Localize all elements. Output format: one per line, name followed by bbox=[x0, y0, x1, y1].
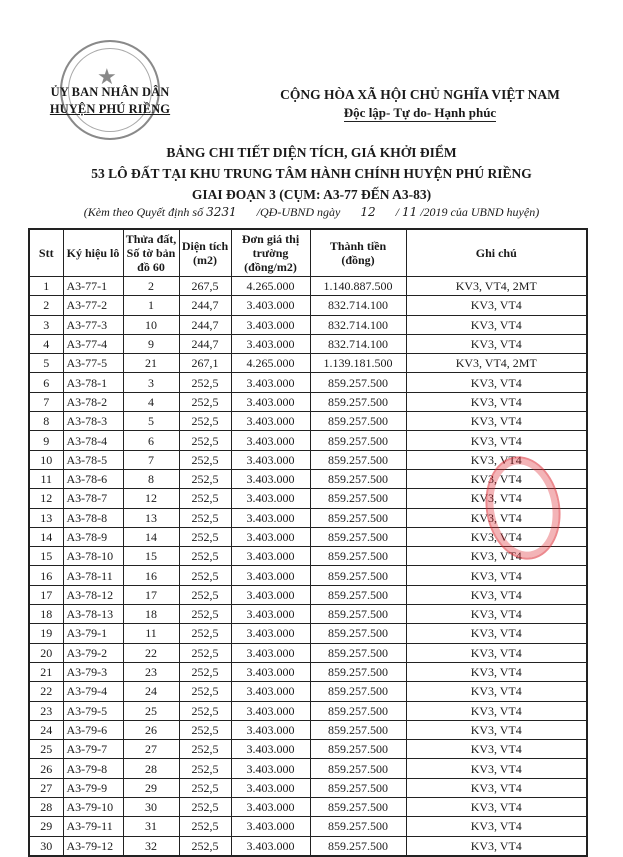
cell-stt: 9 bbox=[29, 431, 63, 450]
cell-notes: KV3, VT4 bbox=[406, 315, 587, 334]
cell-stt: 8 bbox=[29, 412, 63, 431]
doc-title-line-1: BẢNG CHI TIẾT DIỆN TÍCH, GIÁ KHỞI ĐIỂM bbox=[166, 145, 457, 160]
cell-notes: KV3, VT4 bbox=[406, 662, 587, 681]
date-separator: / bbox=[395, 205, 399, 219]
header-parcel-map: Thửa đất, Số tờ bản đồ 60 bbox=[123, 229, 179, 277]
cell-parcel: 17 bbox=[123, 585, 179, 604]
cell-unit-price: 4.265.000 bbox=[231, 354, 310, 373]
cell-unit-price: 3.403.000 bbox=[231, 296, 310, 315]
cell-parcel: 16 bbox=[123, 566, 179, 585]
seal-star-icon: ★ bbox=[97, 64, 117, 89]
cell-lot-code: A3-78-4 bbox=[63, 431, 123, 450]
cell-stt: 4 bbox=[29, 334, 63, 353]
cell-parcel: 3 bbox=[123, 373, 179, 392]
cell-area: 252,5 bbox=[179, 392, 231, 411]
cell-unit-price: 3.403.000 bbox=[231, 682, 310, 701]
table-row bbox=[29, 527, 587, 546]
cell-notes: KV3, VT4 bbox=[406, 720, 587, 739]
cell-unit-price: 3.403.000 bbox=[231, 624, 310, 643]
table-row bbox=[29, 798, 587, 817]
cell-total: 859.257.500 bbox=[310, 778, 406, 797]
cell-total: 859.257.500 bbox=[310, 585, 406, 604]
cell-unit-price: 3.403.000 bbox=[231, 431, 310, 450]
cell-stt: 7 bbox=[29, 392, 63, 411]
cell-area: 252,5 bbox=[179, 682, 231, 701]
cell-total: 859.257.500 bbox=[310, 798, 406, 817]
cell-area: 252,5 bbox=[179, 798, 231, 817]
cell-area: 244,7 bbox=[179, 296, 231, 315]
header-lot-code: Ký hiệu lô bbox=[63, 229, 123, 277]
cell-lot-code: A3-78-13 bbox=[63, 605, 123, 624]
cell-parcel: 11 bbox=[123, 624, 179, 643]
cell-total: 859.257.500 bbox=[310, 740, 406, 759]
cell-total: 832.714.100 bbox=[310, 315, 406, 334]
cell-area: 252,5 bbox=[179, 469, 231, 488]
table-row bbox=[29, 720, 587, 739]
cell-lot-code: A3-78-11 bbox=[63, 566, 123, 585]
cell-area: 252,5 bbox=[179, 508, 231, 527]
cell-total: 859.257.500 bbox=[310, 662, 406, 681]
cell-area: 252,5 bbox=[179, 836, 231, 856]
cell-parcel: 18 bbox=[123, 605, 179, 624]
cell-notes: KV3, VT4 bbox=[406, 643, 587, 662]
cell-total: 859.257.500 bbox=[310, 566, 406, 585]
table-row bbox=[29, 277, 587, 296]
cell-total: 832.714.100 bbox=[310, 334, 406, 353]
cell-parcel: 26 bbox=[123, 720, 179, 739]
cell-notes: KV3, VT4 bbox=[406, 778, 587, 797]
cell-lot-code: A3-78-1 bbox=[63, 373, 123, 392]
cell-total: 832.714.100 bbox=[310, 296, 406, 315]
motto-text: Độc lập- Tự do- Hạnh phúc bbox=[343, 105, 497, 120]
cell-area: 252,5 bbox=[179, 740, 231, 759]
decision-mid: /QĐ-UBND ngày bbox=[256, 205, 341, 219]
cell-notes: KV3, VT4 bbox=[406, 373, 587, 392]
table-row bbox=[29, 431, 587, 450]
cell-area: 252,5 bbox=[179, 527, 231, 546]
cell-notes: KV3, VT4 bbox=[406, 836, 587, 856]
cell-unit-price: 3.403.000 bbox=[231, 662, 310, 681]
cell-total: 859.257.500 bbox=[310, 605, 406, 624]
cell-stt: 5 bbox=[29, 354, 63, 373]
land-lots-table bbox=[28, 228, 588, 857]
cell-unit-price: 3.403.000 bbox=[231, 798, 310, 817]
cell-lot-code: A3-79-10 bbox=[63, 798, 123, 817]
table-row bbox=[29, 450, 587, 469]
decision-reference bbox=[0, 204, 623, 220]
cell-total: 859.257.500 bbox=[310, 836, 406, 856]
cell-parcel: 23 bbox=[123, 662, 179, 681]
cell-area: 244,7 bbox=[179, 315, 231, 334]
decision-number: 3231 bbox=[206, 205, 237, 219]
cell-area: 252,5 bbox=[179, 624, 231, 643]
cell-lot-code: A3-77-3 bbox=[63, 315, 123, 334]
decision-suffix: /2019 của UBND huyện) bbox=[420, 205, 540, 219]
cell-stt: 21 bbox=[29, 662, 63, 681]
table-row bbox=[29, 662, 587, 681]
table-row bbox=[29, 489, 587, 508]
table-row bbox=[29, 508, 587, 527]
cell-area: 252,5 bbox=[179, 489, 231, 508]
cell-total: 859.257.500 bbox=[310, 720, 406, 739]
cell-notes: KV3, VT4 bbox=[406, 450, 587, 469]
table-row bbox=[29, 412, 587, 431]
cell-notes: KV3, VT4 bbox=[406, 547, 587, 566]
cell-area: 252,5 bbox=[179, 431, 231, 450]
cell-unit-price: 3.403.000 bbox=[231, 315, 310, 334]
cell-parcel: 6 bbox=[123, 431, 179, 450]
cell-lot-code: A3-77-1 bbox=[63, 277, 123, 296]
header-stt: Stt bbox=[29, 229, 63, 277]
cell-unit-price: 3.403.000 bbox=[231, 817, 310, 836]
cell-unit-price: 3.403.000 bbox=[231, 508, 310, 527]
cell-stt: 20 bbox=[29, 643, 63, 662]
cell-parcel: 21 bbox=[123, 354, 179, 373]
cell-stt: 12 bbox=[29, 489, 63, 508]
cell-area: 252,5 bbox=[179, 701, 231, 720]
cell-lot-code: A3-78-8 bbox=[63, 508, 123, 527]
cell-notes: KV3, VT4 bbox=[406, 585, 587, 604]
cell-parcel: 14 bbox=[123, 527, 179, 546]
cell-total: 859.257.500 bbox=[310, 817, 406, 836]
cell-total: 859.257.500 bbox=[310, 373, 406, 392]
cell-notes: KV3, VT4 bbox=[406, 759, 587, 778]
table-row bbox=[29, 817, 587, 836]
table-body bbox=[29, 277, 587, 856]
cell-area: 252,5 bbox=[179, 566, 231, 585]
table-row bbox=[29, 682, 587, 701]
cell-notes: KV3, VT4 bbox=[406, 682, 587, 701]
cell-parcel: 2 bbox=[123, 277, 179, 296]
cell-notes: KV3, VT4 bbox=[406, 701, 587, 720]
cell-parcel: 10 bbox=[123, 315, 179, 334]
cell-unit-price: 3.403.000 bbox=[231, 412, 310, 431]
cell-notes: KV3, VT4 bbox=[406, 334, 587, 353]
table-row bbox=[29, 836, 587, 856]
cell-lot-code: A3-78-5 bbox=[63, 450, 123, 469]
cell-area: 252,5 bbox=[179, 547, 231, 566]
table-row bbox=[29, 585, 587, 604]
cell-area: 267,5 bbox=[179, 277, 231, 296]
cell-parcel: 32 bbox=[123, 836, 179, 856]
cell-area: 244,7 bbox=[179, 334, 231, 353]
cell-stt: 28 bbox=[29, 798, 63, 817]
cell-total: 859.257.500 bbox=[310, 469, 406, 488]
cell-unit-price: 3.403.000 bbox=[231, 489, 310, 508]
cell-parcel: 4 bbox=[123, 392, 179, 411]
cell-stt: 18 bbox=[29, 605, 63, 624]
cell-area: 252,5 bbox=[179, 720, 231, 739]
cell-unit-price: 3.403.000 bbox=[231, 740, 310, 759]
cell-total: 859.257.500 bbox=[310, 759, 406, 778]
header-area: Diện tích (m2) bbox=[179, 229, 231, 277]
cell-lot-code: A3-77-4 bbox=[63, 334, 123, 353]
cell-lot-code: A3-79-12 bbox=[63, 836, 123, 856]
table-row bbox=[29, 778, 587, 797]
cell-unit-price: 3.403.000 bbox=[231, 778, 310, 797]
cell-unit-price: 3.403.000 bbox=[231, 566, 310, 585]
cell-parcel: 27 bbox=[123, 740, 179, 759]
cell-area: 252,5 bbox=[179, 585, 231, 604]
cell-lot-code: A3-79-4 bbox=[63, 682, 123, 701]
cell-parcel: 8 bbox=[123, 469, 179, 488]
cell-notes: KV3, VT4 bbox=[406, 527, 587, 546]
org-line-2: HUYỆN PHÚ RIỀNG bbox=[49, 102, 171, 116]
table-row bbox=[29, 315, 587, 334]
cell-stt: 25 bbox=[29, 740, 63, 759]
cell-lot-code: A3-79-11 bbox=[63, 817, 123, 836]
cell-parcel: 22 bbox=[123, 643, 179, 662]
cell-stt: 17 bbox=[29, 585, 63, 604]
cell-stt: 1 bbox=[29, 277, 63, 296]
table-row bbox=[29, 701, 587, 720]
cell-total: 859.257.500 bbox=[310, 547, 406, 566]
cell-lot-code: A3-79-2 bbox=[63, 643, 123, 662]
cell-stt: 22 bbox=[29, 682, 63, 701]
header-unit-price: Đơn giá thị trường (đồng/m2) bbox=[231, 229, 310, 277]
cell-area: 252,5 bbox=[179, 817, 231, 836]
table-row bbox=[29, 392, 587, 411]
cell-notes: KV3, VT4, 2MT bbox=[406, 277, 587, 296]
cell-parcel: 29 bbox=[123, 778, 179, 797]
cell-stt: 6 bbox=[29, 373, 63, 392]
cell-notes: KV3, VT4 bbox=[406, 798, 587, 817]
cell-lot-code: A3-79-6 bbox=[63, 720, 123, 739]
cell-unit-price: 3.403.000 bbox=[231, 605, 310, 624]
table-row bbox=[29, 605, 587, 624]
cell-lot-code: A3-77-5 bbox=[63, 354, 123, 373]
cell-parcel: 1 bbox=[123, 296, 179, 315]
cell-stt: 30 bbox=[29, 836, 63, 856]
doc-title-line-2: 53 LÔ ĐẤT TẠI KHU TRUNG TÂM HÀNH CHÍNH HUYỆN PHÚ RIỀNG bbox=[91, 166, 532, 181]
cell-unit-price: 3.403.000 bbox=[231, 759, 310, 778]
cell-stt: 24 bbox=[29, 720, 63, 739]
cell-lot-code: A3-78-10 bbox=[63, 547, 123, 566]
table-row bbox=[29, 354, 587, 373]
cell-parcel: 5 bbox=[123, 412, 179, 431]
cell-parcel: 28 bbox=[123, 759, 179, 778]
cell-notes: KV3, VT4 bbox=[406, 296, 587, 315]
issuing-organization bbox=[40, 84, 180, 118]
cell-total: 859.257.500 bbox=[310, 643, 406, 662]
cell-unit-price: 3.403.000 bbox=[231, 836, 310, 856]
cell-stt: 16 bbox=[29, 566, 63, 585]
cell-stt: 10 bbox=[29, 450, 63, 469]
table-row bbox=[29, 566, 587, 585]
cell-total: 859.257.500 bbox=[310, 431, 406, 450]
cell-lot-code: A3-79-8 bbox=[63, 759, 123, 778]
header-total: Thành tiền (đồng) bbox=[310, 229, 406, 277]
decision-prefix: (Kèm theo Quyết định số bbox=[83, 205, 204, 219]
cell-notes: KV3, VT4 bbox=[406, 431, 587, 450]
cell-lot-code: A3-79-9 bbox=[63, 778, 123, 797]
cell-unit-price: 3.403.000 bbox=[231, 450, 310, 469]
cell-parcel: 7 bbox=[123, 450, 179, 469]
doc-title-line-3: GIAI ĐOẠN 3 (CỤM: A3-77 ĐẾN A3-83) bbox=[191, 187, 432, 202]
cell-stt: 23 bbox=[29, 701, 63, 720]
cell-area: 252,5 bbox=[179, 643, 231, 662]
national-motto bbox=[230, 104, 610, 122]
cell-unit-price: 3.403.000 bbox=[231, 373, 310, 392]
table-row bbox=[29, 296, 587, 315]
cell-notes: KV3, VT4 bbox=[406, 566, 587, 585]
cell-lot-code: A3-78-12 bbox=[63, 585, 123, 604]
cell-parcel: 25 bbox=[123, 701, 179, 720]
cell-area: 252,5 bbox=[179, 778, 231, 797]
cell-notes: KV3, VT4, 2MT bbox=[406, 354, 587, 373]
table-row bbox=[29, 469, 587, 488]
cell-parcel: 15 bbox=[123, 547, 179, 566]
cell-total: 1.139.181.500 bbox=[310, 354, 406, 373]
table-row bbox=[29, 740, 587, 759]
cell-lot-code: A3-78-7 bbox=[63, 489, 123, 508]
cell-total: 859.257.500 bbox=[310, 624, 406, 643]
cell-area: 252,5 bbox=[179, 759, 231, 778]
cell-total: 859.257.500 bbox=[310, 682, 406, 701]
cell-area: 252,5 bbox=[179, 412, 231, 431]
cell-unit-price: 3.403.000 bbox=[231, 585, 310, 604]
cell-notes: KV3, VT4 bbox=[406, 817, 587, 836]
cell-parcel: 12 bbox=[123, 489, 179, 508]
table-row bbox=[29, 547, 587, 566]
cell-stt: 26 bbox=[29, 759, 63, 778]
cell-total: 859.257.500 bbox=[310, 508, 406, 527]
cell-area: 252,5 bbox=[179, 662, 231, 681]
cell-lot-code: A3-78-9 bbox=[63, 527, 123, 546]
cell-lot-code: A3-78-6 bbox=[63, 469, 123, 488]
cell-unit-price: 3.403.000 bbox=[231, 643, 310, 662]
cell-notes: KV3, VT4 bbox=[406, 392, 587, 411]
table-row bbox=[29, 643, 587, 662]
cell-stt: 13 bbox=[29, 508, 63, 527]
table-row bbox=[29, 759, 587, 778]
header-notes: Ghi chú bbox=[406, 229, 587, 277]
table-row bbox=[29, 373, 587, 392]
cell-notes: KV3, VT4 bbox=[406, 508, 587, 527]
cell-notes: KV3, VT4 bbox=[406, 624, 587, 643]
cell-parcel: 13 bbox=[123, 508, 179, 527]
cell-unit-price: 3.403.000 bbox=[231, 547, 310, 566]
cell-parcel: 9 bbox=[123, 334, 179, 353]
cell-stt: 14 bbox=[29, 527, 63, 546]
cell-stt: 2 bbox=[29, 296, 63, 315]
cell-total: 859.257.500 bbox=[310, 489, 406, 508]
cell-unit-price: 3.403.000 bbox=[231, 720, 310, 739]
cell-unit-price: 4.265.000 bbox=[231, 277, 310, 296]
cell-notes: KV3, VT4 bbox=[406, 605, 587, 624]
cell-lot-code: A3-78-2 bbox=[63, 392, 123, 411]
table-header-row bbox=[29, 229, 587, 277]
cell-total: 859.257.500 bbox=[310, 392, 406, 411]
cell-stt: 29 bbox=[29, 817, 63, 836]
cell-total: 1.140.887.500 bbox=[310, 277, 406, 296]
cell-unit-price: 3.403.000 bbox=[231, 469, 310, 488]
cell-area: 252,5 bbox=[179, 373, 231, 392]
decision-day: 12 bbox=[360, 205, 376, 219]
table-row bbox=[29, 334, 587, 353]
cell-unit-price: 3.403.000 bbox=[231, 527, 310, 546]
cell-lot-code: A3-78-3 bbox=[63, 412, 123, 431]
cell-lot-code: A3-79-1 bbox=[63, 624, 123, 643]
nation-title: CỘNG HÒA XÃ HỘI CHỦ NGHĨA VIỆT NAM bbox=[280, 87, 560, 102]
cell-unit-price: 3.403.000 bbox=[231, 701, 310, 720]
cell-area: 267,1 bbox=[179, 354, 231, 373]
cell-lot-code: A3-77-2 bbox=[63, 296, 123, 315]
cell-total: 859.257.500 bbox=[310, 527, 406, 546]
cell-stt: 15 bbox=[29, 547, 63, 566]
table-row bbox=[29, 624, 587, 643]
cell-stt: 3 bbox=[29, 315, 63, 334]
cell-lot-code: A3-79-5 bbox=[63, 701, 123, 720]
cell-unit-price: 3.403.000 bbox=[231, 334, 310, 353]
cell-notes: KV3, VT4 bbox=[406, 489, 587, 508]
cell-stt: 11 bbox=[29, 469, 63, 488]
decision-month: 11 bbox=[401, 205, 418, 219]
cell-total: 859.257.500 bbox=[310, 450, 406, 469]
cell-notes: KV3, VT4 bbox=[406, 469, 587, 488]
cell-notes: KV3, VT4 bbox=[406, 740, 587, 759]
cell-area: 252,5 bbox=[179, 605, 231, 624]
cell-notes: KV3, VT4 bbox=[406, 412, 587, 431]
org-line-1: ỦY BAN NHÂN DÂN bbox=[50, 85, 170, 99]
cell-parcel: 30 bbox=[123, 798, 179, 817]
cell-stt: 27 bbox=[29, 778, 63, 797]
cell-lot-code: A3-79-7 bbox=[63, 740, 123, 759]
cell-parcel: 31 bbox=[123, 817, 179, 836]
cell-area: 252,5 bbox=[179, 450, 231, 469]
cell-unit-price: 3.403.000 bbox=[231, 392, 310, 411]
cell-lot-code: A3-79-3 bbox=[63, 662, 123, 681]
cell-stt: 19 bbox=[29, 624, 63, 643]
cell-total: 859.257.500 bbox=[310, 412, 406, 431]
cell-parcel: 24 bbox=[123, 682, 179, 701]
cell-total: 859.257.500 bbox=[310, 701, 406, 720]
